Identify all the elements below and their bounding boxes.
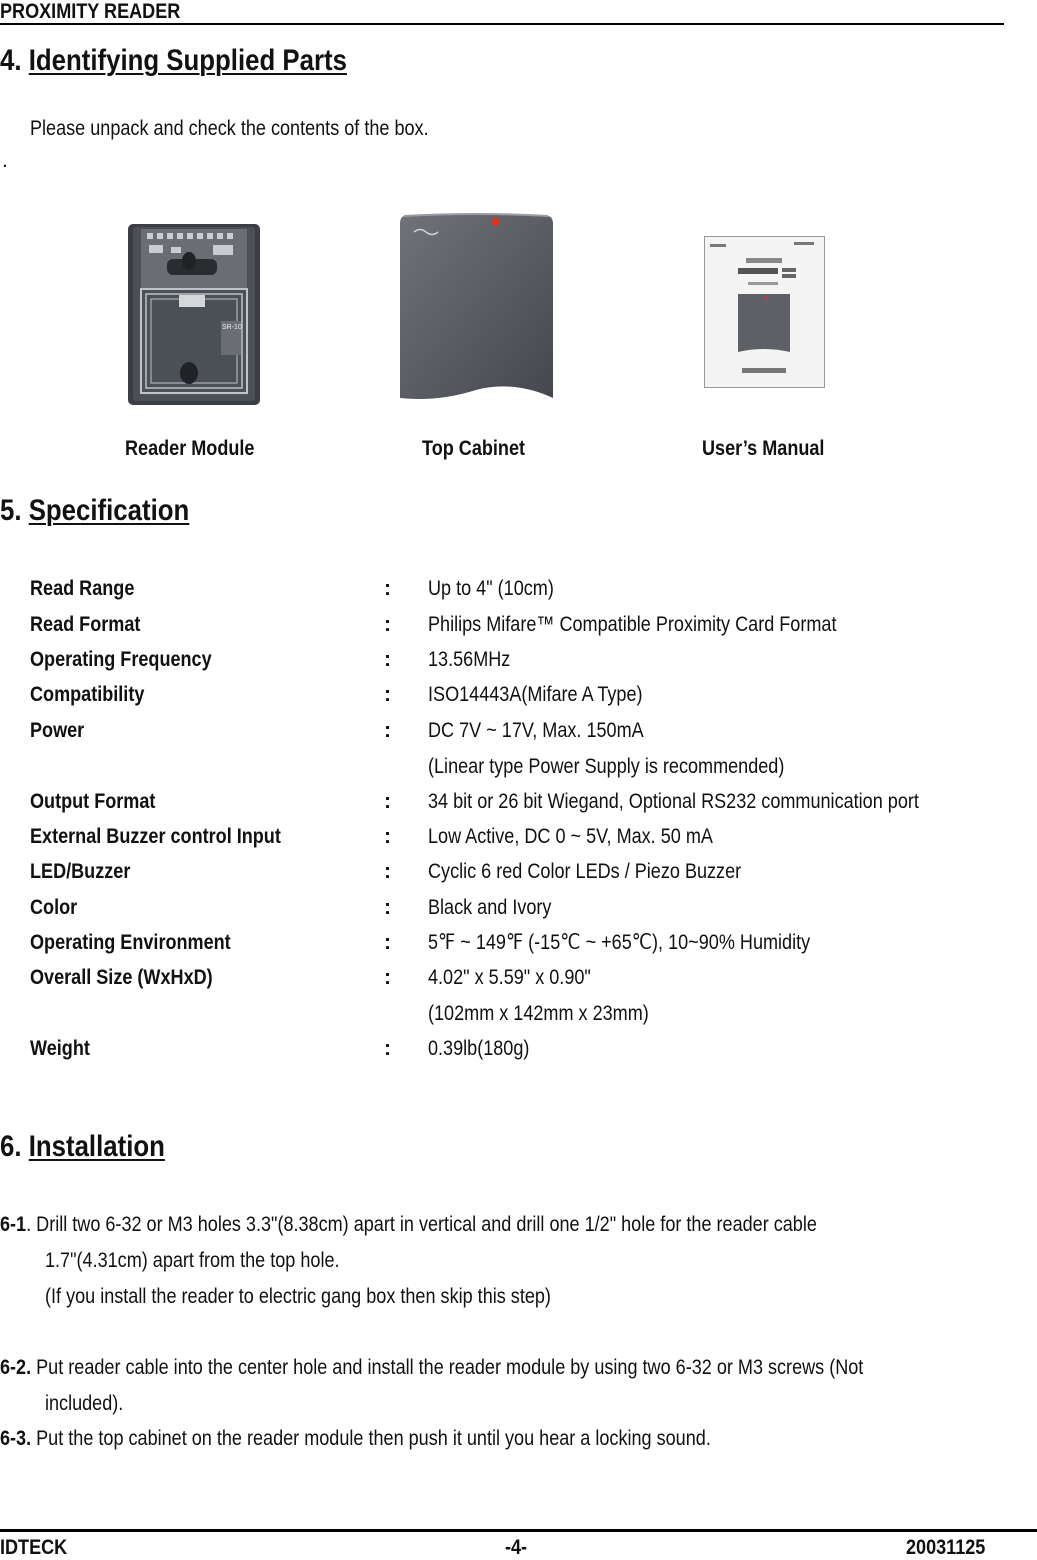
- spec-row: [0, 789, 1037, 825]
- spec-colon: :: [384, 719, 391, 742]
- spec-colon: :: [384, 896, 391, 919]
- spec-label: External Buzzer control Input: [30, 825, 281, 848]
- spec-row: [0, 859, 1037, 895]
- spec-value: 13.56MHz: [428, 648, 511, 671]
- spec-label: Compatibility: [30, 683, 145, 706]
- spec-label: Output Format: [30, 790, 156, 813]
- spec-row: [0, 965, 1037, 1001]
- footer-date: 20031125: [906, 1536, 986, 1559]
- part-label-users-manual: User’s Manual: [702, 437, 825, 460]
- users-manual-icon: [704, 236, 825, 388]
- spec-value: (Linear type Power Supply is recommended): [428, 755, 785, 778]
- spec-label: Power: [30, 719, 85, 742]
- spec-label: LED/Buzzer: [30, 860, 131, 883]
- spec-colon: :: [384, 931, 391, 954]
- top-cabinet-icon: [398, 212, 554, 407]
- step-number: 6-3.: [0, 1427, 32, 1450]
- footer-rule: [0, 1529, 1037, 1532]
- spec-colon: :: [384, 790, 391, 813]
- spec-value: Black and Ivory: [428, 896, 552, 919]
- spec-colon: :: [384, 966, 391, 989]
- spec-row: [0, 682, 1037, 718]
- spec-colon: :: [384, 1037, 391, 1060]
- step-number: 6-1: [0, 1213, 27, 1236]
- spec-label: Read Range: [30, 577, 135, 600]
- spec-value: (102mm x 142mm x 23mm): [428, 1002, 649, 1025]
- header-rule: [0, 23, 1004, 25]
- spec-value: DC 7V ~ 17V, Max. 150mA: [428, 719, 644, 742]
- spec-colon: :: [384, 825, 391, 848]
- spec-colon: :: [384, 683, 391, 706]
- spec-row: [0, 718, 1037, 754]
- spec-row: [0, 930, 1037, 966]
- spec-label: Weight: [30, 1037, 90, 1060]
- spec-label: Read Format: [30, 613, 141, 636]
- spec-row-continuation: [0, 754, 1037, 790]
- spec-label: Overall Size (WxHxD): [30, 966, 213, 989]
- spec-label: Operating Frequency: [30, 648, 212, 671]
- svg-text:SR-10: SR-10: [222, 324, 242, 331]
- section-5-heading: 5. Specification: [0, 494, 190, 527]
- spec-value: 0.39lb(180g): [428, 1037, 530, 1060]
- install-step-6-2: 6-2. Put reader cable into the center hole and install the reader module by using two 6-32 or M3 screws (Not: [0, 1356, 864, 1379]
- spec-row: [0, 612, 1037, 648]
- reader-module-image: [127, 223, 261, 406]
- spec-colon: :: [384, 577, 391, 600]
- install-step-6-1: 6-1. Drill two 6-32 or M3 holes 3.3"(8.38cm) apart in vertical and drill one 1/2" hole for the reader cable: [0, 1213, 817, 1236]
- top-cabinet-image: [398, 212, 554, 407]
- section-6-heading: 6. Installation: [0, 1130, 165, 1163]
- spec-row: [0, 576, 1037, 612]
- spec-row: [0, 895, 1037, 931]
- page-header-title: PROXIMITY READER: [0, 0, 181, 23]
- install-step-6-3: 6-3. Put the top cabinet on the reader module then push it until you hear a locking sound.: [0, 1427, 711, 1450]
- spec-value: Low Active, DC 0 ~ 5V, Max. 50 mA: [428, 825, 713, 848]
- spec-row-continuation: [0, 1001, 1037, 1037]
- users-manual-image: [704, 236, 825, 388]
- install-step-6-1-line3: (If you install the reader to electric gang box then skip this step): [45, 1285, 551, 1308]
- spec-value: Up to 4" (10cm): [428, 577, 554, 600]
- install-step-6-1-line2: 1.7"(4.31cm) apart from the top hole.: [45, 1249, 340, 1272]
- spec-colon: :: [384, 648, 391, 671]
- spec-value: ISO14443A(Mifare A Type): [428, 683, 643, 706]
- footer-page-number: -4-: [505, 1536, 528, 1559]
- spec-label: Color: [30, 896, 78, 919]
- spec-value: 5℉ ~ 149℉ (-15℃ ~ +65℃), 10~90% Humidity: [428, 931, 811, 954]
- spec-value: 34 bit or 26 bit Wiegand, Optional RS232 communication port: [428, 790, 919, 813]
- spec-row: [0, 824, 1037, 860]
- spec-value: 4.02" x 5.59" x 0.90": [428, 966, 591, 989]
- section-4-heading: 4. Identifying Supplied Parts: [0, 44, 347, 77]
- spec-value: Philips Mifare™ Compatible Proximity Card Format: [428, 613, 837, 636]
- stray-dot: .: [2, 149, 8, 172]
- spec-row: [0, 1036, 1037, 1072]
- spec-colon: :: [384, 860, 391, 883]
- spec-value: Cyclic 6 red Color LEDs / Piezo Buzzer: [428, 860, 742, 883]
- footer-company: IDTECK: [0, 1536, 68, 1559]
- spec-colon: :: [384, 613, 391, 636]
- install-step-6-2-line2: included).: [45, 1392, 124, 1415]
- spec-row: [0, 647, 1037, 683]
- step-number: 6-2.: [0, 1356, 32, 1379]
- part-label-reader-module: Reader Module: [125, 437, 255, 460]
- part-label-top-cabinet: Top Cabinet: [422, 437, 525, 460]
- section-4-intro: Please unpack and check the contents of the box.: [30, 117, 429, 140]
- spec-label: Operating Environment: [30, 931, 231, 954]
- reader-module-icon: [127, 223, 261, 406]
